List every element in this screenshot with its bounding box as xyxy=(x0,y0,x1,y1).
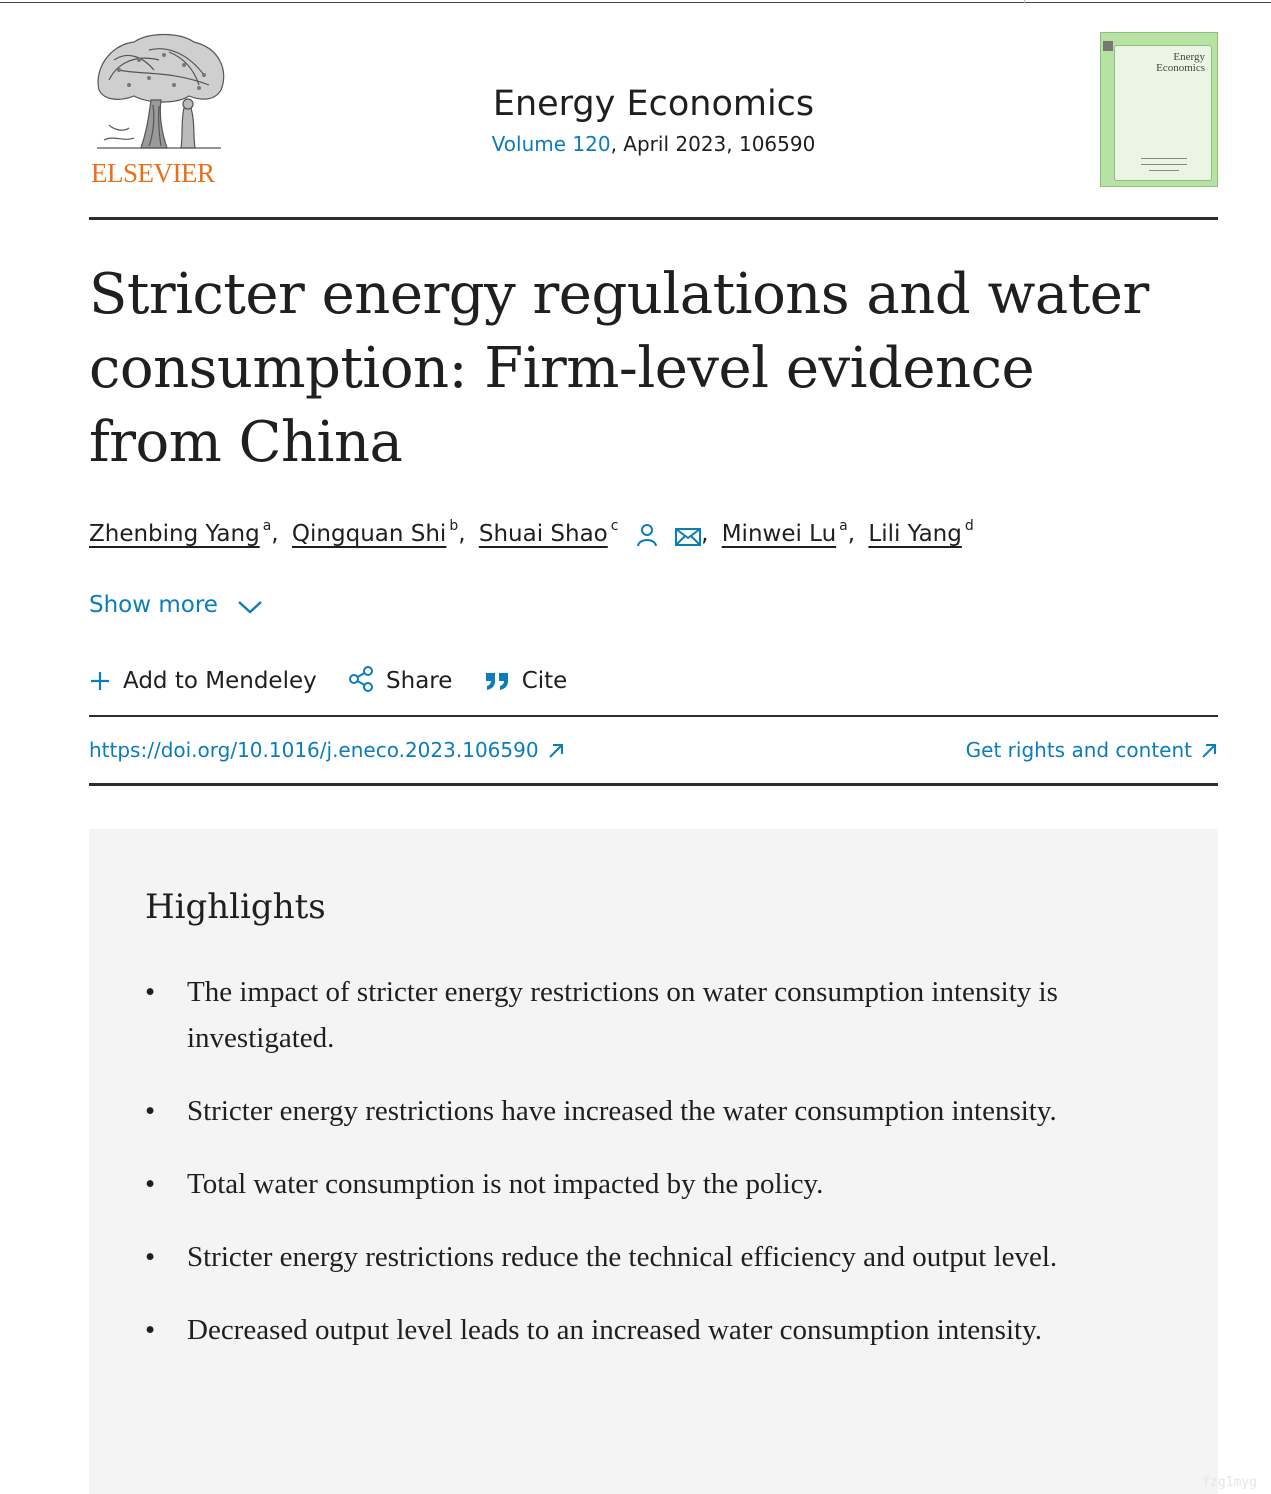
show-more-label: Show more xyxy=(89,592,218,618)
volume-link[interactable]: Volume 120 xyxy=(491,132,611,156)
affiliation-marker[interactable]: b xyxy=(449,518,459,534)
highlight-item xyxy=(145,1088,1175,1134)
journal-info xyxy=(89,82,1218,156)
affiliation-marker[interactable]: d xyxy=(964,518,974,534)
highlight-item xyxy=(145,1307,1175,1353)
highlight-item xyxy=(145,1234,1175,1280)
article-actions xyxy=(89,666,591,694)
cover-title-line2: Economics xyxy=(1156,62,1205,74)
highlight-item xyxy=(145,969,1175,1061)
watermark: fzg1myg xyxy=(1202,1475,1257,1490)
journal-header xyxy=(89,30,1218,190)
article-title: Stricter energy regulations and water consumption: Firm-level evidence from China xyxy=(89,262,1149,475)
affiliation-marker[interactable]: a xyxy=(262,518,272,534)
author-link[interactable]: Shuai Shao xyxy=(478,521,608,547)
top-border xyxy=(0,2,1271,3)
quote-icon xyxy=(484,670,510,692)
author-separator: , xyxy=(847,521,856,547)
email-icon[interactable] xyxy=(675,527,701,553)
get-rights-text: Get rights and content xyxy=(965,738,1192,762)
author-link[interactable]: Qingquan Shi xyxy=(291,521,447,547)
share-label: Share xyxy=(386,668,453,694)
bullet: • xyxy=(145,1241,156,1273)
plus-icon xyxy=(89,670,111,692)
chevron-down-icon xyxy=(237,599,263,615)
bullet: • xyxy=(145,1168,156,1200)
author-separator: , xyxy=(701,521,709,547)
highlights-list xyxy=(145,969,1175,1380)
highlight-text: Decreased output level leads to an increased water consumption intensity. xyxy=(187,1314,1042,1346)
cover-title xyxy=(1156,52,1205,74)
top-border-tick xyxy=(1024,0,1025,3)
doi-divider xyxy=(89,783,1218,786)
author-separator: , xyxy=(271,521,279,547)
cite-button[interactable] xyxy=(484,668,568,694)
author-separator: , xyxy=(458,521,466,547)
share-button[interactable] xyxy=(348,666,452,694)
share-icon xyxy=(348,666,374,692)
bullet: • xyxy=(145,976,156,1008)
elsevier-wordmark: ELSEVIER xyxy=(91,158,215,188)
add-to-mendeley-label: Add to Mendeley xyxy=(123,668,317,694)
header-divider xyxy=(89,217,1218,220)
person-icon[interactable] xyxy=(636,523,658,553)
highlight-item xyxy=(145,1161,1175,1207)
doi-text: https://doi.org/10.1016/j.eneco.2023.106590 xyxy=(89,738,539,762)
get-rights-link[interactable] xyxy=(966,738,1218,762)
journal-meta xyxy=(89,132,1218,156)
author-list xyxy=(89,518,974,553)
affiliation-marker[interactable]: c xyxy=(610,518,619,534)
cover-rule xyxy=(1149,170,1179,171)
cover-panel xyxy=(1114,45,1212,181)
actions-divider xyxy=(89,715,1218,717)
highlight-text: Total water consumption is not impacted by the policy. xyxy=(187,1168,824,1200)
external-link-icon xyxy=(547,742,565,760)
cover-rule xyxy=(1141,164,1187,165)
journal-title[interactable]: Energy Economics xyxy=(492,84,815,124)
bullet: • xyxy=(145,1095,156,1127)
doi-link[interactable] xyxy=(89,738,565,762)
cover-rule xyxy=(1141,158,1187,159)
show-more-button[interactable] xyxy=(89,592,263,618)
highlight-text: The impact of stricter energy restrictions on water consumption intensity is investigated. xyxy=(187,976,1058,1054)
cover-title-line1: Energy xyxy=(1173,51,1205,63)
highlights-section xyxy=(89,829,1218,1494)
bullet: • xyxy=(145,1314,156,1346)
external-link-icon xyxy=(1200,742,1218,760)
affiliation-marker[interactable]: a xyxy=(839,518,848,534)
cite-label: Cite xyxy=(521,668,568,694)
highlight-text: Stricter energy restrictions have increased the water consumption intensity. xyxy=(187,1095,1057,1127)
highlight-text: Stricter energy restrictions reduce the technical efficiency and output level. xyxy=(187,1241,1058,1273)
author-link[interactable]: Lili Yang xyxy=(868,521,962,547)
issue-info: , April 2023, 106590 xyxy=(610,132,816,156)
add-to-mendeley-button[interactable] xyxy=(89,668,317,694)
journal-cover[interactable] xyxy=(1100,32,1218,187)
author-link[interactable]: Minwei Lu xyxy=(721,521,837,547)
author-link[interactable]: Zhenbing Yang xyxy=(89,521,260,547)
highlights-title: Highlights xyxy=(145,887,326,927)
cover-publisher-mark xyxy=(1103,41,1113,51)
